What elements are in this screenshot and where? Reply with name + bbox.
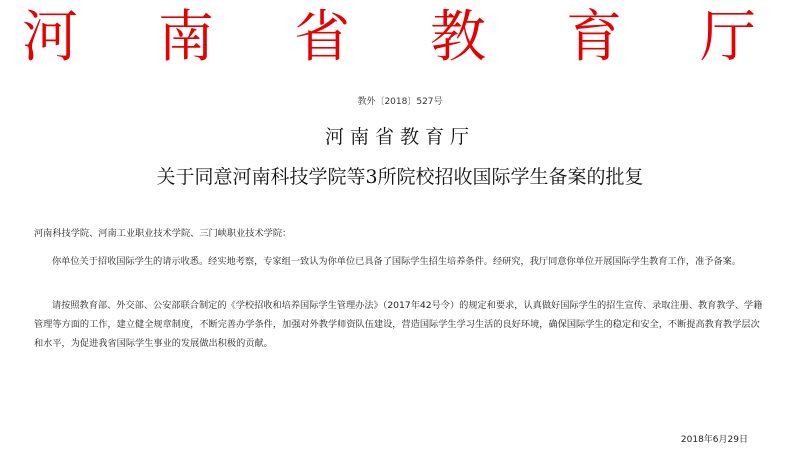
masthead-char: 河	[22, 5, 78, 70]
masthead-char: 教	[430, 5, 486, 70]
masthead-char: 南	[158, 5, 214, 70]
masthead	[0, 0, 800, 80]
document-number: 教外〔2018〕527号	[357, 97, 443, 107]
document-date: 2018年6月29日	[680, 435, 748, 445]
masthead-char: 省	[294, 5, 350, 70]
body-paragraph-1: 你单位关于招收国际学生的请示收悉。经实地考察，专家组一致认为你单位已具备了国际学生招生培养条件。经研究，我厅同意你单位开展国际学生教育工作，准予备案。	[52, 256, 742, 267]
body-paragraph-2: 请按照教育部、外交部、公安部联合制定的《学校招收和培养国际学生管理办法》（2017年42号令）的规定和要求，认真做好国际学生的招生宣传、录取注册、教育教学、学籍管理等方面的工作，建立健全规章制度，不断完善办学条件，加强对外教学师资队伍建设，营造国际学生学习生活的良好环境，确保国际学生的稳定和安全，不断提高教育教学层次和水平，为促进我省国际学生事业的发展做出积极的贡献。	[34, 300, 763, 349]
masthead-char: 育	[566, 5, 622, 70]
masthead-char: 厅	[700, 5, 756, 70]
document-subject: 关于同意河南科技学院等3所院校招收国际学生备案的批复	[156, 166, 644, 188]
issuer-title: 河南省教育厅	[324, 126, 475, 148]
recipients-line: 河南科技学院、河南工业职业技术学院、三门峡职业技术学院：	[34, 228, 292, 239]
